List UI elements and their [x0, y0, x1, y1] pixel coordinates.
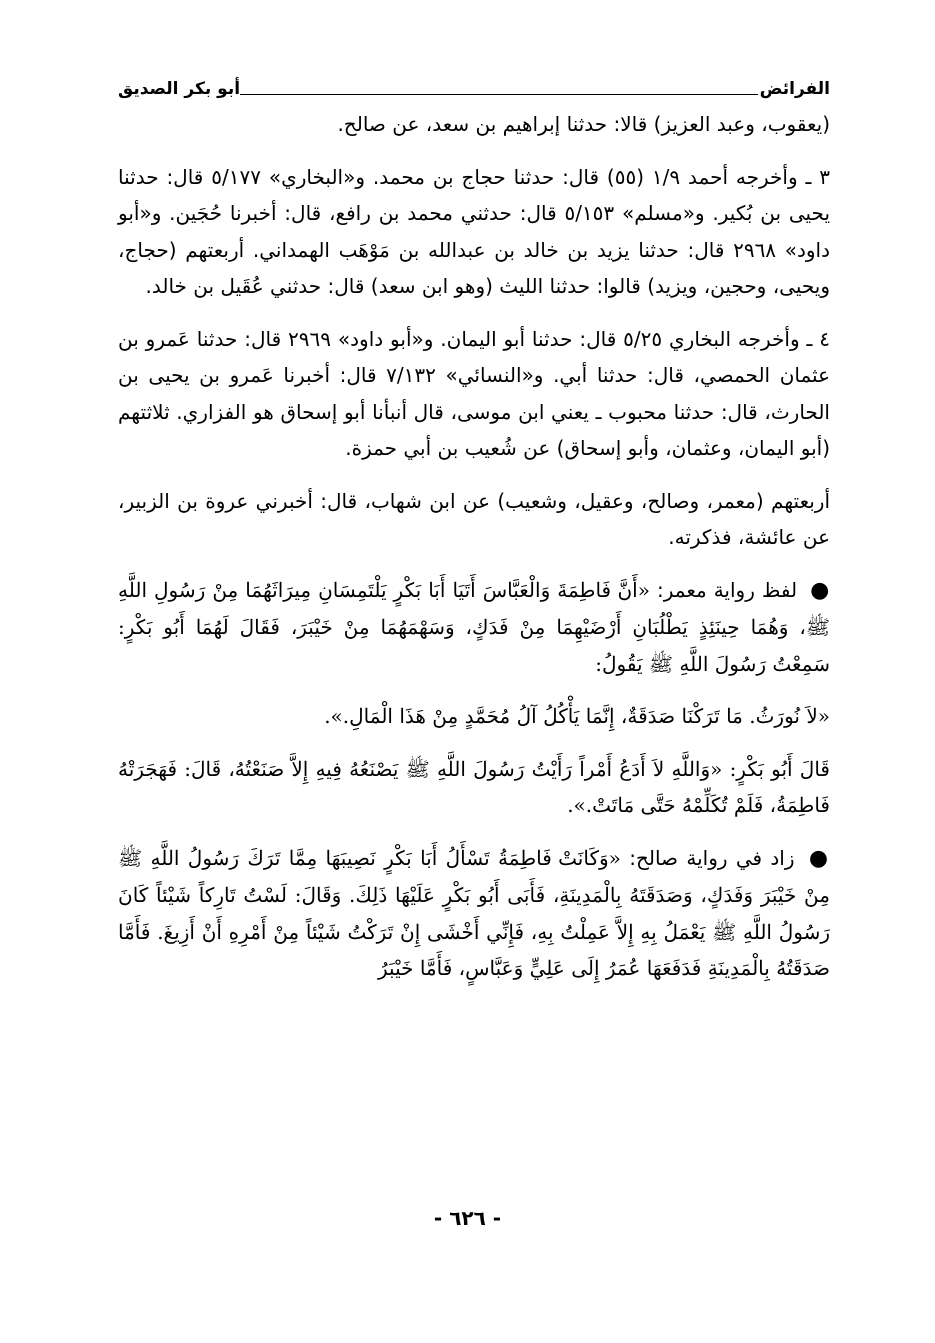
salih-text: «وَكَانَتْ فَاطِمَةُ تَسْأَلُ أَبَا بَكْرٍ نَصِيبَهَا مِمَّا تَرَكَ رَسُولُ اللَّهِ ﷺ مِنْ خَيْبَرَ وَفَدَكٍ، وَصَدَقَتَهُ بِالْمَدِينَةِ، فَأَبَى أَبُو بَكْرٍ عَلَيْهَا ذَلِكَ. وَقَالَ: لَسْتُ تَارِكاً شَيْئاً كَانَ رَسُولُ اللَّهِ ﷺ يَعْمَلُ بِهِ إِلاَّ عَمِلْتُ بِهِ، فَإِنِّي أَخْشَى إِنْ تَرَكْتُ شَيْئاً مِنْ أَمْرِهِ أَنْ أَزِيغَ. فَأَمَّا صَدَقَتُهُ بِالْمَدِينَةِ فَدَفَعَهَا عُمَرُ إِلَى عَلِيٍّ وَعَبَّاسٍ، فَأَمَّا خَيْبَرُ [118, 845, 830, 980]
salih-intro: زاد في رواية صالح: [629, 845, 795, 870]
main-text [118, 106, 830, 987]
ma-mar-intro: لفظ رواية معمر: [656, 577, 798, 602]
paragraph-1: (يعقوب، وعبد العزيز) قالا: حدثنا إبراهيم بن سعد، عن صالح. [337, 112, 830, 136]
bullet-icon: ● [810, 577, 830, 603]
paragraph-2: ٣ ـ وأخرجه أحمد ١/٩ (٥٥) قال: حدثنا حجاج بن محمد. و«البخاري» ٥/١٧٧ قال: حدثنا يحيى بن بُكير. و«مسلم» ٥/١٥٣ قال: حدثني محمد بن رافع، قال: أخبرنا حُجَين. و«أبو داود» ٢٩٦٨ قال: حدثنا يزيد بن خالد بن عبدالله بن مَوْهَب الهمداني. أربعتهم (حجاج، ويحيى، وحجين، ويزيد) قالوا: حدثنا الليث (وهو ابن سعد) قال: حدثني عُقَيل بن خالد. [118, 164, 831, 298]
abu-bakr-continuation: قَالَ أَبُو بَكْرٍ: «وَاللَّهِ لاَ أَدَعُ أَمْراً رَأَيْتُ رَسُولَ اللَّهِ ﷺ يَصْنَعُهُ فِيهِ إِلاَّ صَنَعْتُهُ، قَالَ: فَهَجَرَتْهُ فَاطِمَةُ، فَلَمْ تُكَلِّمْهُ حَتَّى مَاتَتْ.». [118, 756, 830, 817]
salih-narration [118, 840, 830, 987]
paragraph-3: ٤ ـ وأخرجه البخاري ٥/٢٥ قال: حدثنا أبو اليمان. و«أبو داود» ٢٩٦٩ قال: حدثنا عَمرو بن عثمان الحمصي، قال: حدثنا أبي. و«النسائي» ٧/١٣٢ قال: أخبرنا عَمرو بن يحيى بن الحارث، قال: حدثنا محبوب ـ يعني ابن موسى، قال أنبأنا أبو إسحاق هو الفزاري. ثلاثتهم (أبو اليمان، وعثمان، وأبو إسحاق) عن شُعيب بن أبي حمزة. [118, 326, 831, 460]
running-header [118, 72, 830, 106]
book-title: أبو بكر الصديق [118, 79, 241, 99]
paragraph-4: أربعتهم (معمر، وصالح، وعقيل، وشعيب) عن ابن شهاب، قال: أخبرني عروة بن الزبير، عن عائشة، فذكرته. [118, 488, 830, 549]
document-page [118, 72, 830, 987]
chapter-title: الفرائض [759, 79, 830, 99]
page-number: - ٦٢٦ - [433, 1206, 502, 1230]
bullet-icon: ● [808, 845, 831, 871]
ma-mar-text: «أَنَّ فَاطِمَةَ وَالْعَبَّاسَ أَتَيَا أَبَا بَكْرٍ يَلْتَمِسَانِ مِيرَاثَهُمَا مِنْ رَسُولِ اللَّهِ ﷺ، وَهُمَا حِينَئِذٍ يَطْلُبَانِ أَرْضَيْهِمَا مِنْ فَدَكٍ، وَسَهْمَهُمَا مِنْ خَيْبَرَ، فَقَالَ لَهُمَا أَبُو بَكْرٍ: سَمِعْتُ رَسُولَ اللَّهِ ﷺ يَقُولُ: [118, 577, 830, 676]
header-rule [236, 94, 758, 95]
ma-mar-narration [118, 572, 830, 683]
prophetic-quote: «لاَ نُورَثُ. مَا تَرَكْنَا صَدَقَةٌ، إِنَّمَا يَأْكُلُ آلُ مُحَمَّدٍ مِنْ هَذَا الْمَالِ.». [324, 704, 830, 728]
